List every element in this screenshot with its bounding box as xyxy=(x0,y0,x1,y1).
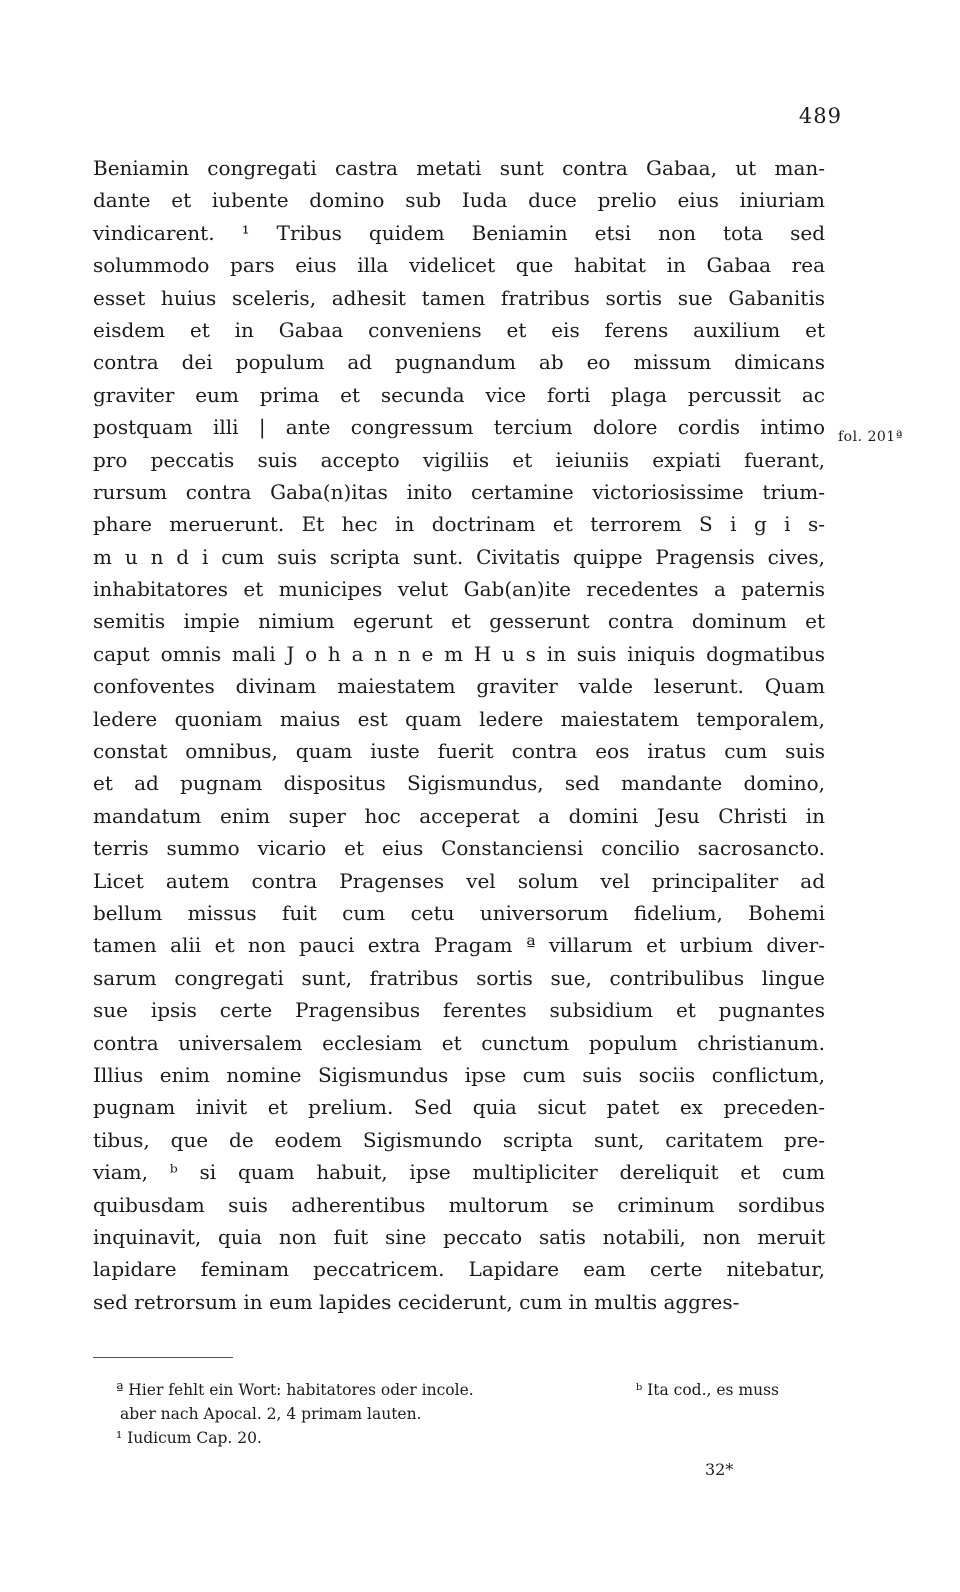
text-line: m u n d i cum suis scripta sunt. Civitatis quippe Pragensis cives, xyxy=(93,544,825,569)
text-line: semitis impie nimium egerunt et gesserunt contra dominum et xyxy=(93,609,825,634)
text-line: quibusdam suis adherentibus multorum se criminum sordibus xyxy=(93,1192,825,1217)
signature-mark: 32* xyxy=(705,1460,734,1479)
footnote-row xyxy=(116,1378,846,1402)
text-line: vindicarent. ¹ Tribus quidem Beniamin etsi non tota sed xyxy=(93,220,825,245)
text-line: pugnam inivit et prelium. Sed quia sicut patet ex preceden- xyxy=(93,1095,825,1120)
text-line: viam, ᵇ si quam habuit, ipse multipliciter dereliquit et cum xyxy=(93,1160,825,1185)
text-line: sed retrorsum in eum lapides ceciderunt, cum in multis aggres- xyxy=(93,1289,740,1314)
text-line: terris summo vicario et eius Constanciensi concilio sacrosancto. xyxy=(93,836,825,861)
text-line: sarum congregati sunt, fratribus sortis sue, contribulibus lingue xyxy=(93,965,825,990)
text-line: ledere quoniam maius est quam ledere maiestatem temporalem, xyxy=(93,706,825,731)
text-line: bellum missus fuit cum cetu universorum fidelium, Bohemi xyxy=(93,900,825,925)
text-line: eisdem et in Gabaa conveniens et eis ferens auxilium et xyxy=(93,317,825,342)
text-line: pro peccatis suis accepto vigiliis et ieiuniis expiati fuerant, xyxy=(93,447,825,472)
text-line: lapidare feminam peccatricem. Lapidare eam certe nitebatur, xyxy=(93,1257,825,1282)
text-line: dante et iubente domino sub Iuda duce prelio eius iniuriam xyxy=(93,188,825,213)
text-line: caput omnis mali J o h a n n e m H u s in suis iniquis dogmatibus xyxy=(93,641,825,666)
text-line: tibus, que de eodem Sigismundo scripta sunt, caritatem pre- xyxy=(93,1127,825,1152)
footnote-b: ᵇ Ita cod., es muss xyxy=(636,1381,780,1399)
page-number: 489 xyxy=(798,104,842,128)
main-text-block xyxy=(93,152,825,1318)
text-line: solummodo pars eius illa videlicet que habitat in Gabaa rea xyxy=(93,253,825,278)
footnotes-block xyxy=(116,1378,846,1450)
text-line: contra universalem ecclesiam et cunctum populum christianum. xyxy=(93,1030,825,1055)
text-line: contra dei populum ad pugnandum ab eo missum dimicans xyxy=(93,350,825,375)
text-line: esset huius sceleris, adhesit tamen fratribus sortis sue Gabanitis xyxy=(93,285,825,310)
footnote-a: ª Hier fehlt ein Wort: habitatores oder incole. xyxy=(116,1381,474,1399)
text-line: constat omnibus, quam iuste fuerit contra eos iratus cum suis xyxy=(93,739,825,764)
text-line: sue ipsis certe Pragensibus ferentes subsidium et pugnantes xyxy=(93,998,825,1023)
text-line: graviter eum prima et secunda vice forti plaga percussit ac xyxy=(93,382,825,407)
text-line: et ad pugnam dispositus Sigismundus, sed mandante domino, xyxy=(93,771,825,796)
footnote-1: ¹ Iudicum Cap. 20. xyxy=(116,1429,262,1447)
text-line: postquam illi | ante congressum tercium dolore cordis intimo xyxy=(93,415,825,440)
folio-margin-note: fol. 201ª xyxy=(838,429,903,445)
footnote-row xyxy=(116,1426,846,1450)
text-line: inhabitatores et municipes velut Gab(an)ite recedentes a paternis xyxy=(93,577,825,602)
footnote-row xyxy=(116,1402,846,1426)
footnote-separator xyxy=(93,1357,233,1358)
text-line: confoventes divinam maiestatem graviter valde leserunt. Quam xyxy=(93,674,825,699)
text-line: Beniamin congregati castra metati sunt contra Gabaa, ut man- xyxy=(93,156,825,180)
text-line: mandatum enim super hoc acceperat a domini Jesu Christi in xyxy=(93,803,825,828)
text-line: inquinavit, quia non fuit sine peccato satis notabili, non meruit xyxy=(93,1224,825,1249)
text-line: phare meruerunt. Et hec in doctrinam et terrorem S i g i s- xyxy=(93,512,825,537)
text-line: rursum contra Gaba(n)itas inito certamine victoriosissime trium- xyxy=(93,479,825,504)
text-line: Illius enim nomine Sigismundus ipse cum suis sociis conflictum, xyxy=(93,1062,825,1087)
footnote-b-continuation: aber nach Apocal. 2, 4 primam lauten. xyxy=(120,1405,422,1423)
text-line: tamen alii et non pauci extra Pragam ª villarum et urbium diver- xyxy=(93,933,825,958)
text-line: Licet autem contra Pragenses vel solum vel principaliter ad xyxy=(93,868,825,893)
